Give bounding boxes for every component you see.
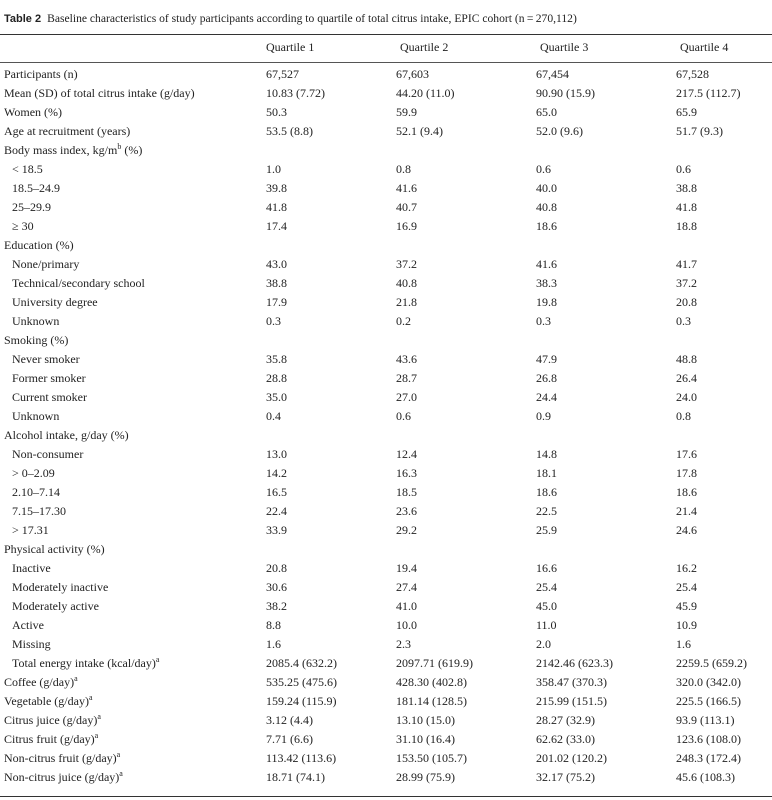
row-label xyxy=(0,502,266,521)
table-row xyxy=(0,654,772,673)
cell-quartile-1: 16.5 xyxy=(266,485,287,499)
table-row xyxy=(0,673,772,692)
row-label xyxy=(0,540,266,559)
row-label xyxy=(0,521,266,540)
cell-quartile-4: 320.0 (342.0) xyxy=(676,675,741,689)
cell-quartile-4: 38.8 xyxy=(676,181,697,195)
cell-quartile-3: 11.0 xyxy=(536,618,557,632)
cell-quartile-2: 18.5 xyxy=(396,485,417,499)
row-label-text: Vegetable (g/day) xyxy=(4,694,89,708)
cell-quartile-3: 0.9 xyxy=(536,409,551,423)
table-row xyxy=(0,255,772,274)
row-label xyxy=(0,160,266,179)
header-quartile-3: Quartile 3 xyxy=(540,40,589,54)
table-row xyxy=(0,768,772,787)
cell-quartile-1: 41.8 xyxy=(266,200,287,214)
cell-quartile-1: 53.5 (8.8) xyxy=(266,124,313,138)
row-label xyxy=(0,654,266,673)
row-label-text: > 17.31 xyxy=(12,523,49,537)
table-row xyxy=(0,635,772,654)
table-row xyxy=(0,540,772,559)
cell-quartile-1: 35.0 xyxy=(266,390,287,404)
footnote-marker: a xyxy=(155,655,160,664)
cell-quartile-2: 2097.71 (619.9) xyxy=(396,656,473,670)
row-label-text: Education (%) xyxy=(4,238,74,252)
cell-quartile-2: 67,603 xyxy=(396,67,429,81)
cell-quartile-1: 39.8 xyxy=(266,181,287,195)
table-row xyxy=(0,521,772,540)
cell-quartile-1: 38.2 xyxy=(266,599,287,613)
row-label xyxy=(0,312,266,331)
cell-quartile-1: 14.2 xyxy=(266,466,287,480)
row-label xyxy=(0,692,266,711)
table-body xyxy=(0,65,772,787)
cell-quartile-3: 45.0 xyxy=(536,599,557,613)
cell-quartile-4: 123.6 (108.0) xyxy=(676,732,741,746)
cell-quartile-3: 14.8 xyxy=(536,447,557,461)
cell-quartile-3: 24.4 xyxy=(536,390,557,404)
header-quartile-4: Quartile 4 xyxy=(680,40,729,54)
cell-quartile-2 xyxy=(396,331,536,350)
row-label-text: Missing xyxy=(12,637,51,651)
row-label-text: University degree xyxy=(12,295,98,309)
cell-quartile-2: 27.0 xyxy=(396,390,417,404)
cell-quartile-1: 50.3 xyxy=(266,105,287,119)
row-label xyxy=(0,350,266,369)
cell-quartile-3: 18.6 xyxy=(536,485,557,499)
cell-quartile-3 xyxy=(536,331,676,350)
cell-quartile-4: 2259.5 (659.2) xyxy=(676,656,747,670)
table-row xyxy=(0,616,772,635)
cell-quartile-2: 44.20 (11.0) xyxy=(396,86,455,100)
cell-quartile-2: 41.6 xyxy=(396,181,417,195)
row-label xyxy=(0,768,266,787)
cell-quartile-4: 45.9 xyxy=(676,599,697,613)
cell-quartile-4: 16.2 xyxy=(676,561,697,575)
row-label xyxy=(0,122,266,141)
row-label xyxy=(0,103,266,122)
row-label xyxy=(0,84,266,103)
cell-quartile-3 xyxy=(536,236,676,255)
cell-quartile-4: 0.8 xyxy=(676,409,691,423)
cell-quartile-2: 28.7 xyxy=(396,371,417,385)
cell-quartile-2 xyxy=(396,236,536,255)
cell-quartile-3: 65.0 xyxy=(536,105,557,119)
cell-quartile-1: 33.9 xyxy=(266,523,287,537)
cell-quartile-4: 24.6 xyxy=(676,523,697,537)
cell-quartile-3: 215.99 (151.5) xyxy=(536,694,607,708)
table-row xyxy=(0,293,772,312)
cell-quartile-2: 153.50 (105.7) xyxy=(396,751,467,765)
cell-quartile-2: 59.9 xyxy=(396,105,417,119)
cell-quartile-1: 1.6 xyxy=(266,637,281,651)
row-label-text: Women (%) xyxy=(4,105,63,119)
cell-quartile-3: 67,454 xyxy=(536,67,569,81)
cell-quartile-3: 28.27 (32.9) xyxy=(536,713,595,727)
cell-quartile-2: 43.6 xyxy=(396,352,417,366)
cell-quartile-3: 52.0 (9.6) xyxy=(536,124,583,138)
cell-quartile-2: 37.2 xyxy=(396,257,417,271)
table-row xyxy=(0,369,772,388)
table-row xyxy=(0,578,772,597)
cell-quartile-3: 22.5 xyxy=(536,504,557,518)
row-label-text: Inactive xyxy=(12,561,51,575)
cell-quartile-4: 18.8 xyxy=(676,219,697,233)
cell-quartile-4 xyxy=(676,331,772,350)
cell-quartile-1: 18.71 (74.1) xyxy=(266,770,325,784)
row-label xyxy=(0,426,266,445)
cell-quartile-1: 2085.4 (632.2) xyxy=(266,656,337,670)
cell-quartile-1: 38.8 xyxy=(266,276,287,290)
cell-quartile-2: 23.6 xyxy=(396,504,417,518)
cell-quartile-4: 17.8 xyxy=(676,466,697,480)
row-label-text: Physical activity (%) xyxy=(4,542,105,556)
cell-quartile-2 xyxy=(396,540,536,559)
cell-quartile-3: 90.90 (15.9) xyxy=(536,86,595,100)
table-row xyxy=(0,445,772,464)
row-label-text: Non-citrus juice (g/day) xyxy=(4,770,120,784)
row-label-text: Smoking (%) xyxy=(4,333,69,347)
row-label-text: Moderately inactive xyxy=(12,580,109,594)
table-row xyxy=(0,749,772,768)
table-row xyxy=(0,84,772,103)
footnote-marker: a xyxy=(88,693,93,702)
cell-quartile-3: 0.3 xyxy=(536,314,551,328)
row-label xyxy=(0,331,266,350)
cell-quartile-3: 47.9 xyxy=(536,352,557,366)
table-caption xyxy=(4,12,577,25)
table-row xyxy=(0,711,772,730)
row-label-text: Unknown xyxy=(12,314,60,328)
cell-quartile-4 xyxy=(676,426,772,445)
row-label xyxy=(0,274,266,293)
cell-quartile-4: 45.6 (108.3) xyxy=(676,770,735,784)
row-label xyxy=(0,749,266,768)
row-label-text: Technical/secondary school xyxy=(12,276,145,290)
row-label-text: Active xyxy=(12,618,44,632)
footnote-marker: a xyxy=(97,712,101,721)
cell-quartile-1: 8.8 xyxy=(266,618,281,632)
cell-quartile-3: 32.17 (75.2) xyxy=(536,770,595,784)
row-label-text: 2.10–7.14 xyxy=(12,485,60,499)
row-label-text: Citrus fruit (g/day) xyxy=(4,732,95,746)
cell-quartile-1 xyxy=(266,426,396,445)
cell-quartile-4: 21.4 xyxy=(676,504,697,518)
cell-quartile-4: 65.9 xyxy=(676,105,697,119)
cell-quartile-1: 113.42 (113.6) xyxy=(266,751,337,765)
cell-quartile-4: 93.9 (113.1) xyxy=(676,713,735,727)
row-label-text: 25–29.9 xyxy=(12,200,51,214)
table-label: Table 2 xyxy=(4,13,42,25)
cell-quartile-4: 18.6 xyxy=(676,485,697,499)
cell-quartile-3: 38.3 xyxy=(536,276,557,290)
cell-quartile-3 xyxy=(536,540,676,559)
cell-quartile-4: 0.3 xyxy=(676,314,691,328)
cell-quartile-4 xyxy=(676,540,772,559)
cell-quartile-4: 0.6 xyxy=(676,162,691,176)
row-label xyxy=(0,407,266,426)
row-label xyxy=(0,578,266,597)
header-quartile-1: Quartile 1 xyxy=(266,40,315,54)
row-label xyxy=(0,635,266,654)
table-row xyxy=(0,597,772,616)
cell-quartile-1: 30.6 xyxy=(266,580,287,594)
cell-quartile-4: 248.3 (172.4) xyxy=(676,751,741,765)
row-label xyxy=(0,673,266,692)
row-label xyxy=(0,255,266,274)
cell-quartile-3 xyxy=(536,426,676,445)
cell-quartile-3: 16.6 xyxy=(536,561,557,575)
cell-quartile-2: 0.8 xyxy=(396,162,411,176)
table-row xyxy=(0,65,772,84)
cell-quartile-1: 159.24 (115.9) xyxy=(266,694,337,708)
cell-quartile-1: 7.71 (6.6) xyxy=(266,732,313,746)
table-title: Baseline characteristics of study participants according to quartile of total citrus intake, EPIC cohort (n = 270,112) xyxy=(47,12,577,25)
cell-quartile-2: 31.10 (16.4) xyxy=(396,732,455,746)
cell-quartile-2: 2.3 xyxy=(396,637,411,651)
row-label xyxy=(0,616,266,635)
table-row xyxy=(0,407,772,426)
row-label xyxy=(0,445,266,464)
cell-quartile-3: 0.6 xyxy=(536,162,551,176)
cell-quartile-1: 0.4 xyxy=(266,409,281,423)
row-label-text: 18.5–24.9 xyxy=(12,181,60,195)
cell-quartile-4: 37.2 xyxy=(676,276,697,290)
header-rule xyxy=(0,62,772,63)
row-label xyxy=(0,217,266,236)
cell-quartile-1 xyxy=(266,331,396,350)
table-row xyxy=(0,160,772,179)
row-label xyxy=(0,141,266,160)
cell-quartile-4: 41.7 xyxy=(676,257,697,271)
row-label xyxy=(0,483,266,502)
row-label xyxy=(0,293,266,312)
cell-quartile-1: 22.4 xyxy=(266,504,287,518)
cell-quartile-2: 28.99 (75.9) xyxy=(396,770,455,784)
row-label xyxy=(0,597,266,616)
cell-quartile-2: 428.30 (402.8) xyxy=(396,675,467,689)
cell-quartile-4: 41.8 xyxy=(676,200,697,214)
row-label xyxy=(0,730,266,749)
table-row xyxy=(0,217,772,236)
row-label-text: Former smoker xyxy=(12,371,86,385)
cell-quartile-4: 20.8 xyxy=(676,295,697,309)
cell-quartile-3: 19.8 xyxy=(536,295,557,309)
cell-quartile-4: 217.5 (112.7) xyxy=(676,86,741,100)
cell-quartile-2: 13.10 (15.0) xyxy=(396,713,455,727)
row-label-text: None/primary xyxy=(12,257,80,271)
cell-quartile-2: 52.1 (9.4) xyxy=(396,124,443,138)
table-row xyxy=(0,692,772,711)
cell-quartile-1: 1.0 xyxy=(266,162,281,176)
cell-quartile-1: 535.25 (475.6) xyxy=(266,675,337,689)
footnote-marker: a xyxy=(119,769,123,778)
cell-quartile-2: 16.9 xyxy=(396,219,417,233)
bottom-rule xyxy=(0,796,772,797)
cell-quartile-1: 35.8 xyxy=(266,352,287,366)
table-row xyxy=(0,179,772,198)
cell-quartile-2: 41.0 xyxy=(396,599,417,613)
table-row xyxy=(0,331,772,350)
cell-quartile-3: 62.62 (33.0) xyxy=(536,732,595,746)
row-label-text: Alcohol intake, g/day (%) xyxy=(4,428,129,442)
top-rule xyxy=(0,34,772,35)
table-row xyxy=(0,350,772,369)
row-label xyxy=(0,179,266,198)
row-label xyxy=(0,711,266,730)
footnote-marker: a xyxy=(94,731,99,740)
cell-quartile-1 xyxy=(266,141,396,160)
row-label-text: Never smoker xyxy=(12,352,80,366)
cell-quartile-1: 20.8 xyxy=(266,561,287,575)
row-label-text: Unknown xyxy=(12,409,60,423)
row-label-text: 7.15–17.30 xyxy=(12,504,66,518)
row-label-text: Coffee (g/day) xyxy=(4,675,75,689)
footnote-marker: b xyxy=(117,142,122,151)
cell-quartile-2: 0.2 xyxy=(396,314,411,328)
row-label xyxy=(0,198,266,217)
cell-quartile-3: 40.8 xyxy=(536,200,557,214)
table-row xyxy=(0,559,772,578)
row-label-text: > 0–2.09 xyxy=(12,466,55,480)
cell-quartile-4: 10.9 xyxy=(676,618,697,632)
table-row xyxy=(0,103,772,122)
cell-quartile-1: 3.12 (4.4) xyxy=(266,713,313,727)
cell-quartile-1: 0.3 xyxy=(266,314,281,328)
cell-quartile-3: 25.4 xyxy=(536,580,557,594)
cell-quartile-3: 41.6 xyxy=(536,257,557,271)
row-label-suffix: (%) xyxy=(121,143,143,157)
table-row xyxy=(0,274,772,293)
cell-quartile-1: 67,527 xyxy=(266,67,299,81)
cell-quartile-4 xyxy=(676,236,772,255)
footnote-marker: a xyxy=(74,674,78,683)
cell-quartile-1: 17.9 xyxy=(266,295,287,309)
cell-quartile-3: 358.47 (370.3) xyxy=(536,675,607,689)
cell-quartile-3 xyxy=(536,141,676,160)
row-label-text: ≥ 30 xyxy=(12,219,34,233)
cell-quartile-1 xyxy=(266,236,396,255)
cell-quartile-3: 25.9 xyxy=(536,523,557,537)
cell-quartile-2: 27.4 xyxy=(396,580,417,594)
cell-quartile-2: 40.8 xyxy=(396,276,417,290)
table-row xyxy=(0,426,772,445)
row-label-text: Body mass index, kg/m xyxy=(4,143,118,157)
row-label-text: Participants (n) xyxy=(4,67,78,81)
row-label xyxy=(0,464,266,483)
row-label-text: Non-citrus fruit (g/day) xyxy=(4,751,117,765)
cell-quartile-2: 0.6 xyxy=(396,409,411,423)
row-label xyxy=(0,65,266,84)
row-label-text: Current smoker xyxy=(12,390,87,404)
row-label-text: Total energy intake (kcal/day) xyxy=(12,656,156,670)
table-row xyxy=(0,122,772,141)
cell-quartile-1: 43.0 xyxy=(266,257,287,271)
cell-quartile-1: 13.0 xyxy=(266,447,287,461)
cell-quartile-2: 12.4 xyxy=(396,447,417,461)
cell-quartile-3: 18.6 xyxy=(536,219,557,233)
cell-quartile-3: 2142.46 (623.3) xyxy=(536,656,613,670)
cell-quartile-2: 181.14 (128.5) xyxy=(396,694,467,708)
cell-quartile-3: 2.0 xyxy=(536,637,551,651)
cell-quartile-2: 10.0 xyxy=(396,618,417,632)
cell-quartile-2: 29.2 xyxy=(396,523,417,537)
cell-quartile-4: 1.6 xyxy=(676,637,691,651)
cell-quartile-2 xyxy=(396,141,536,160)
cell-quartile-2: 21.8 xyxy=(396,295,417,309)
cell-quartile-3: 26.8 xyxy=(536,371,557,385)
table-row xyxy=(0,198,772,217)
cell-quartile-1: 17.4 xyxy=(266,219,287,233)
cell-quartile-4: 26.4 xyxy=(676,371,697,385)
row-label-text: < 18.5 xyxy=(12,162,43,176)
row-label xyxy=(0,369,266,388)
cell-quartile-4: 67,528 xyxy=(676,67,709,81)
cell-quartile-1: 10.83 (7.72) xyxy=(266,86,325,100)
cell-quartile-4: 51.7 (9.3) xyxy=(676,124,723,138)
cell-quartile-4: 225.5 (166.5) xyxy=(676,694,741,708)
cell-quartile-2: 16.3 xyxy=(396,466,417,480)
header-quartile-2: Quartile 2 xyxy=(400,40,449,54)
cell-quartile-3: 201.02 (120.2) xyxy=(536,751,607,765)
row-label-text: Citrus juice (g/day) xyxy=(4,713,98,727)
table-row xyxy=(0,388,772,407)
table-row xyxy=(0,483,772,502)
table-row xyxy=(0,464,772,483)
cell-quartile-4: 48.8 xyxy=(676,352,697,366)
row-label xyxy=(0,236,266,255)
table-row xyxy=(0,730,772,749)
table-row xyxy=(0,236,772,255)
cell-quartile-2 xyxy=(396,426,536,445)
row-label-text: Moderately active xyxy=(12,599,99,613)
row-label-text: Mean (SD) of total citrus intake (g/day) xyxy=(4,86,195,100)
cell-quartile-4: 17.6 xyxy=(676,447,697,461)
cell-quartile-2: 19.4 xyxy=(396,561,417,575)
cell-quartile-2: 40.7 xyxy=(396,200,417,214)
cell-quartile-4: 25.4 xyxy=(676,580,697,594)
cell-quartile-1 xyxy=(266,540,396,559)
table-row xyxy=(0,141,772,160)
row-label-text: Non-consumer xyxy=(12,447,84,461)
cell-quartile-4: 24.0 xyxy=(676,390,697,404)
cell-quartile-1: 28.8 xyxy=(266,371,287,385)
row-label xyxy=(0,388,266,407)
cell-quartile-4 xyxy=(676,141,772,160)
row-label xyxy=(0,559,266,578)
table-row xyxy=(0,502,772,521)
cell-quartile-3: 40.0 xyxy=(536,181,557,195)
table-row xyxy=(0,312,772,331)
cell-quartile-3: 18.1 xyxy=(536,466,557,480)
footnote-marker: a xyxy=(116,750,121,759)
baseline-table xyxy=(0,65,772,787)
row-label-text: Age at recruitment (years) xyxy=(4,124,131,138)
